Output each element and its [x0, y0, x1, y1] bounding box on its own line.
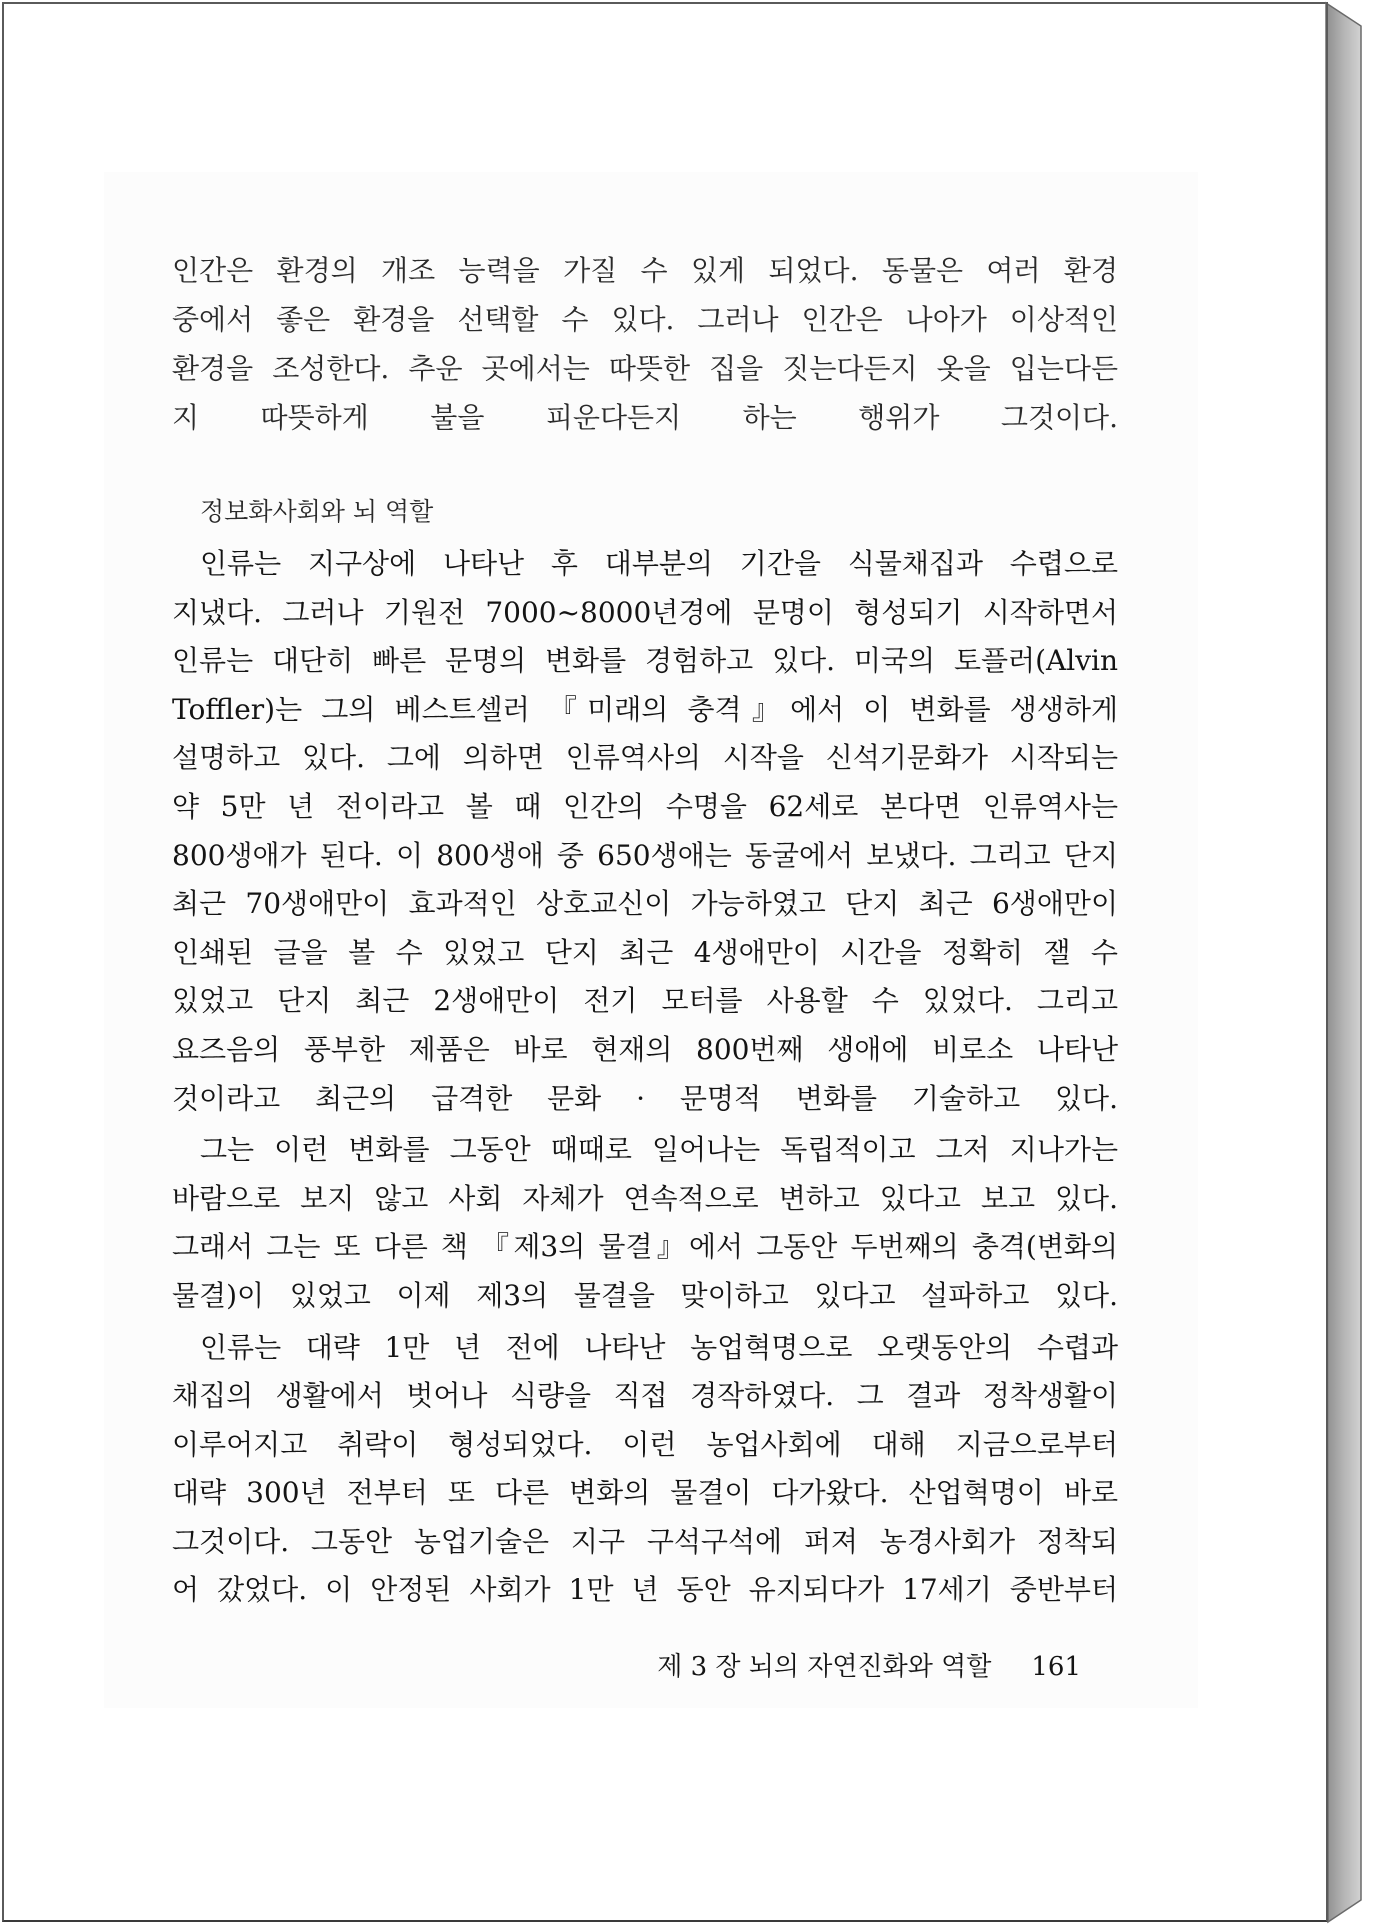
text-line: 채집의 생활에서 벗어나 식량을 직접 경작하였다. 그 결과 정착생활이	[172, 1379, 1118, 1413]
text-line: 최근 70생애만이 효과적인 상호교신이 가능하였고 단지 최근 6생애만이	[172, 887, 1118, 921]
text-line: 요즈음의 풍부한 제품은 바로 현재의 800번째 생애에 비로소 나타난	[172, 1032, 1118, 1066]
paragraph	[172, 1126, 1118, 1320]
page-number: 161	[1031, 1652, 1081, 1682]
text-line: 그것이다. 그동안 농업기술은 지구 구석구석에 퍼져 농경사회가 정착되	[172, 1524, 1118, 1558]
text-line: 인류는 대단히 빠른 문명의 변화를 경험하고 있다. 미국의 토플러(Alvin	[172, 644, 1118, 678]
page-edge-band	[1326, 3, 1361, 1922]
section-heading: 정보화사회와 뇌 역할	[200, 497, 434, 526]
paragraph	[172, 540, 1118, 1123]
page-text	[172, 246, 1118, 1615]
text-line: 것이라고 최근의 급격한 문화 · 문명적 변화를 기술하고 있다.	[172, 1081, 1118, 1115]
paragraph	[172, 1324, 1118, 1616]
text-line: 물결)이 있었고 이제 제3의 물결을 맞이하고 있다고 설파하고 있다.	[172, 1278, 1118, 1312]
text-line: 그는 이런 변화를 그동안 때때로 일어나는 독립적이고 그저 지나가는	[200, 1133, 1118, 1167]
page-footer	[657, 1647, 1081, 1687]
intro-paragraph	[172, 246, 1118, 442]
text-line: 인쇄된 글을 볼 수 있었고 단지 최근 4생애만이 시간을 정확히 잴 수	[172, 935, 1118, 969]
text-line: 약 5만 년 전이라고 볼 때 인간의 수명을 62세로 본다면 인류역사는	[172, 789, 1118, 823]
text-line: 인류는 대략 1만 년 전에 나타난 농업혁명으로 오랫동안의 수렵과	[200, 1330, 1118, 1364]
text-line: 대략 300년 전부터 또 다른 변화의 물결이 다가왔다. 산업혁명이 바로	[172, 1476, 1118, 1510]
text-line: 지냈다. 그러나 기원전 7000~8000년경에 문명이 형성되기 시작하면서	[172, 595, 1118, 629]
text-line: 있었고 단지 최근 2생애만이 전기 모터를 사용할 수 있었다. 그리고	[172, 984, 1118, 1018]
text-line: 설명하고 있다. 그에 의하면 인류역사의 시작을 신석기문화가 시작되는	[172, 741, 1118, 775]
running-chapter-title: 제 3 장 뇌의 자연진화와 역할	[657, 1652, 992, 1682]
text-line: 800생애가 된다. 이 800생애 중 650생애는 동굴에서 보냈다. 그리고 단지	[172, 838, 1118, 872]
text-line: 그래서 그는 또 다른 책 『제3의 물결』에서 그동안 두번째의 충격(변화의	[172, 1230, 1118, 1264]
text-line: 어 갔었다. 이 안정된 사회가 1만 년 동안 유지되다가 17세기 중반부터	[172, 1573, 1118, 1607]
text-line: 중에서 좋은 환경을 선택할 수 있다. 그러나 인간은 나아가 이상적인	[172, 303, 1118, 336]
text-line: 인간은 환경의 개조 능력을 가질 수 있게 되었다. 동물은 여러 환경	[172, 254, 1118, 287]
text-line: 지 따뜻하게 불을 피운다든지 하는 행위가 그것이다.	[172, 401, 1118, 434]
text-line: 환경을 조성한다. 추운 곳에서는 따뜻한 집을 짓는다든지 옷을 입는다든	[172, 352, 1118, 385]
text-line: 이루어지고 취락이 형성되었다. 이런 농업사회에 대해 지금으로부터	[172, 1427, 1118, 1461]
text-line: 바람으로 보지 않고 사회 자체가 연속적으로 변하고 있다고 보고 있다.	[172, 1181, 1118, 1215]
text-line: Toffler)는 그의 베스트셀러 『미래의 충격』에서 이 변화를 생생하게	[172, 692, 1118, 726]
text-line: 인류는 지구상에 나타난 후 대부분의 기간을 식물채집과 수렵으로	[200, 547, 1118, 580]
